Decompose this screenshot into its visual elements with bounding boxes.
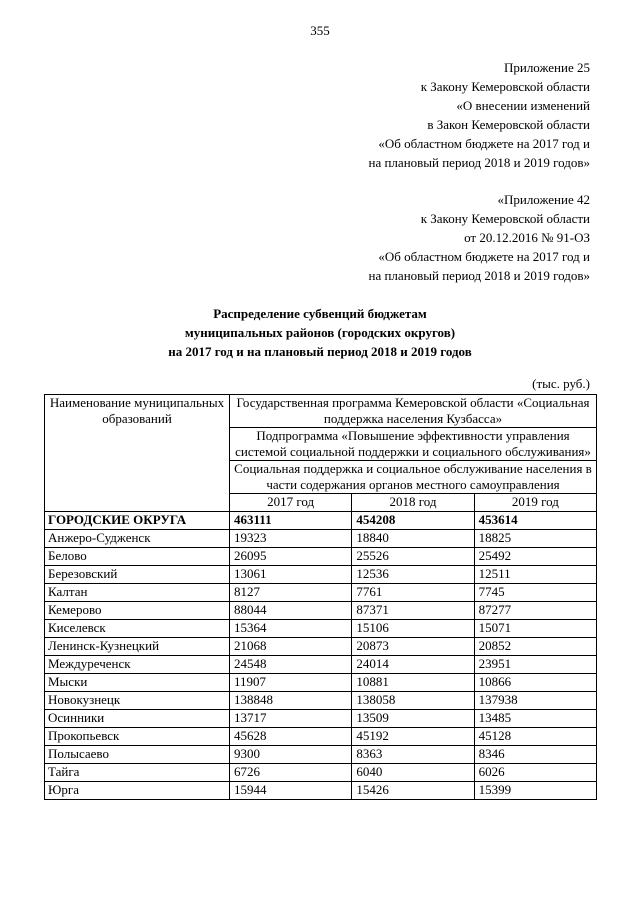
page-number: 355 — [310, 23, 330, 38]
annex-line: «Об областном бюджете на 2017 год и — [378, 249, 590, 264]
subprogram-header: Подпрограмма «Повышение эффективности управления системой социальной поддержки и социального обслуживания» — [230, 428, 597, 461]
annex-line: «Об областном бюджете на 2017 год и — [378, 136, 590, 151]
value-2018: 7761 — [352, 584, 474, 602]
row-name: Березовский — [45, 566, 230, 584]
table-row — [45, 530, 597, 548]
value-2017: 15944 — [230, 782, 352, 800]
row-name: Мыски — [45, 674, 230, 692]
table-row — [45, 782, 597, 800]
table-row — [45, 638, 597, 656]
row-name: Калтан — [45, 584, 230, 602]
value-2017: 24548 — [230, 656, 352, 674]
table-row — [45, 728, 597, 746]
value-2017: 26095 — [230, 548, 352, 566]
value-2017: 19323 — [230, 530, 352, 548]
value-2019: 20852 — [474, 638, 596, 656]
row-name: Полысаево — [45, 746, 230, 764]
table-row — [45, 584, 597, 602]
value-2019: 8346 — [474, 746, 596, 764]
value-2017: 8127 — [230, 584, 352, 602]
value-2017: 9300 — [230, 746, 352, 764]
annex-line: к Закону Кемеровской области — [420, 79, 590, 94]
annex-line: «Приложение 42 — [497, 192, 590, 207]
value-2017: 11907 — [230, 674, 352, 692]
row-name: Осинники — [45, 710, 230, 728]
document-heading — [0, 304, 640, 361]
table-row — [45, 566, 597, 584]
table-row — [45, 548, 597, 566]
value-2017: 88044 — [230, 602, 352, 620]
value-2019: 6026 — [474, 764, 596, 782]
annex-line: Приложение 25 — [503, 60, 590, 75]
value-2018: 12536 — [352, 566, 474, 584]
value-2019: 137938 — [474, 692, 596, 710]
value-2019: 15071 — [474, 620, 596, 638]
table-row — [45, 764, 597, 782]
value-2019: 13485 — [474, 710, 596, 728]
annex-line: на плановый период 2018 и 2019 годов» — [368, 268, 590, 283]
row-name: Прокопьевск — [45, 728, 230, 746]
value-2018: 45192 — [352, 728, 474, 746]
value-2018: 10881 — [352, 674, 474, 692]
table-row — [45, 746, 597, 764]
row-name: Новокузнецк — [45, 692, 230, 710]
value-2019: 12511 — [474, 566, 596, 584]
value-2018: 454208 — [352, 512, 474, 530]
value-2017: 13061 — [230, 566, 352, 584]
value-2017: 13717 — [230, 710, 352, 728]
row-name: Кемерово — [45, 602, 230, 620]
table-row — [45, 620, 597, 638]
value-2017: 21068 — [230, 638, 352, 656]
table-row — [45, 692, 597, 710]
value-2019: 45128 — [474, 728, 596, 746]
budget-table — [44, 394, 597, 800]
table-row — [45, 656, 597, 674]
annex-bottom — [369, 190, 591, 285]
annex-top — [369, 58, 591, 172]
program-header: Государственная программа Кемеровской области «Социальная поддержка населения Кузбасса» — [230, 395, 597, 428]
year-header: 2018 год — [352, 494, 474, 512]
value-2017: 6726 — [230, 764, 352, 782]
heading-line: Распределение субвенций бюджетам — [213, 306, 427, 321]
name-column-header: Наименование муниципальных образований — [45, 395, 230, 512]
row-name: Междуреченск — [45, 656, 230, 674]
table-row — [45, 710, 597, 728]
row-name: Киселевск — [45, 620, 230, 638]
value-2019: 87277 — [474, 602, 596, 620]
year-header: 2019 год — [474, 494, 596, 512]
annex-line: на плановый период 2018 и 2019 годов» — [368, 155, 590, 170]
value-2018: 15106 — [352, 620, 474, 638]
heading-line: на 2017 год и на плановый период 2018 и 2019 годов — [168, 344, 472, 359]
annex-line: от 20.12.2016 № 91-ОЗ — [464, 230, 590, 245]
value-2019: 453614 — [474, 512, 596, 530]
value-2018: 18840 — [352, 530, 474, 548]
value-2017: 138848 — [230, 692, 352, 710]
value-2019: 23951 — [474, 656, 596, 674]
table-row — [45, 602, 597, 620]
value-2018: 8363 — [352, 746, 474, 764]
value-2019: 25492 — [474, 548, 596, 566]
row-name: Ленинск-Кузнецкий — [45, 638, 230, 656]
value-2017: 15364 — [230, 620, 352, 638]
value-2017: 463111 — [230, 512, 352, 530]
units-label: (тыс. руб.) — [532, 376, 590, 391]
row-name: Белово — [45, 548, 230, 566]
value-2019: 18825 — [474, 530, 596, 548]
row-name: ГОРОДСКИЕ ОКРУГА — [45, 512, 230, 530]
annex-line: в Закон Кемеровской области — [427, 117, 590, 132]
year-header: 2017 год — [230, 494, 352, 512]
value-2018: 25526 — [352, 548, 474, 566]
value-2018: 20873 — [352, 638, 474, 656]
value-2018: 87371 — [352, 602, 474, 620]
measure-header: Социальная поддержка и социальное обслуживание населения в части содержания органов местного самоуправления — [230, 461, 597, 494]
value-2019: 15399 — [474, 782, 596, 800]
value-2019: 7745 — [474, 584, 596, 602]
annex-line: к Закону Кемеровской области — [420, 211, 590, 226]
value-2018: 13509 — [352, 710, 474, 728]
value-2018: 138058 — [352, 692, 474, 710]
value-2019: 10866 — [474, 674, 596, 692]
row-name: Анжеро-Судженск — [45, 530, 230, 548]
annex-line: «О внесении изменений — [456, 98, 590, 113]
value-2018: 15426 — [352, 782, 474, 800]
total-row — [45, 512, 597, 530]
value-2017: 45628 — [230, 728, 352, 746]
heading-line: муниципальных районов (городских округов) — [184, 325, 456, 340]
table-row — [45, 674, 597, 692]
value-2018: 24014 — [352, 656, 474, 674]
row-name: Юрга — [45, 782, 230, 800]
value-2018: 6040 — [352, 764, 474, 782]
row-name: Тайга — [45, 764, 230, 782]
